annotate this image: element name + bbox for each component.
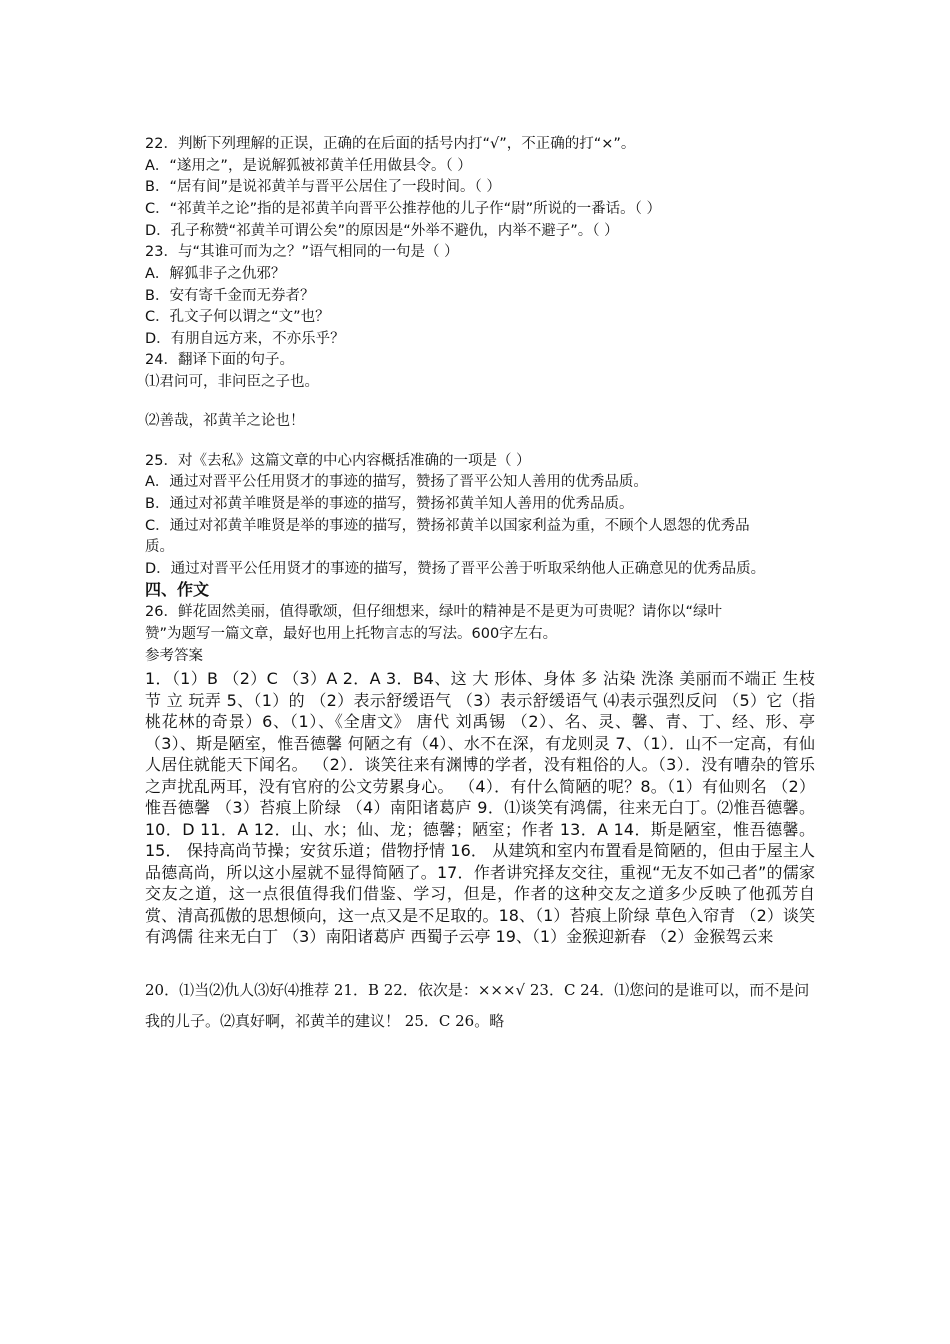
answers-body-2: 20．⑴当⑵仇人⑶好⑷推荐 21．B 22．依次是：×××√ 23．C 24．⑴您问的是谁可以，而不是问我的儿子。⑵真好啊，祁黄羊的建议！ 25．C 26。略 bbox=[145, 981, 810, 1030]
q25-option-b: B．通过对祁黄羊唯贤是举的事迹的描写，赞扬祁黄羊知人善用的优秀品质。 bbox=[145, 496, 634, 512]
q23-option-b: B．安有寄千金而无券者？ bbox=[145, 288, 315, 304]
q23-stem: 23．与“其谁可而为之？”语气相同的一句是（ ） bbox=[145, 244, 459, 260]
q23-option-d: D．有朋自远方来，不亦乐乎？ bbox=[145, 331, 345, 347]
q22-option-c: C．“祁黄羊之论”指的是祁黄羊向晋平公推荐他的儿子作“尉”所说的一番话。（ ） bbox=[145, 201, 662, 217]
q22-option-a: A．“遂用之”，是说解狐被祁黄羊任用做县令。（ ） bbox=[145, 158, 472, 174]
q23-option-a: A．解狐非子之仇邪？ bbox=[145, 266, 286, 282]
answers-body: 1．（1）B （2）C （3）A 2．A 3．B4、这 大 形体、身体 多 沾染 洗涤 美丽而不端正 生枝节 立 玩弄 5、（1）的 （2）表示舒缓语气 （3）表示舒缓语气 ⑷表示强烈反问 （5）它（指桃花林的奇景）6、（1）、《全唐文》 唐代 刘禹锡 （2）、名、灵、馨、青、丁、经、形、亭（3）、斯是陋室，惟吾德馨 何陋之有（4）、水不在深，有龙则灵 7、（1）．山不一定高，有仙人居住就能天下闻名。 （2）．谈笑往来有渊博的学者，没有粗俗的人。（3）．没有嘈杂的管乐之声扰乱两耳，没有官府的公文劳累身心。 （4）．有什么简陋的呢？8。（1）有仙则名 （2）惟吾德馨 （3）苔痕上阶绿 （4）南阳诸葛庐 9．⑴谈笑有鸿儒，往来无白丁。⑵惟吾德馨。 10．D 11．A 12．山、水；仙、龙；德馨；陋室；作者 13．A 14．斯是陋室，惟吾德馨。15． 保持高尚节操；安贫乐道；借物抒情 16． 从建筑和室内布置看是简陋的，但由于屋主人品德高尚，所以这小屋就不显得简陋了。17．作者讲究择友交往，重视“无友不如己者”的儒家交友之道，这一点很值得我们借鉴、学习，但是，作者的这种交友之道多少反映了他孤芳自赏、清高孤傲的思想倾向，这一点又是不足取的。18、（1）苔痕上阶绿 草色入帘青 （2）谈笑有鸿儒 往来无白丁 （3）南阳诸葛庐 西蜀子云亭 19、（1）金猴迎新春 （2）金猴驾云来 bbox=[145, 669, 815, 946]
answers-title: 参考答案 bbox=[145, 648, 203, 664]
q24-stem: 24．翻译下面的句子。 bbox=[145, 352, 294, 368]
q26-line-1: 26．鲜花固然美丽，值得歌颂，但仔细想来，绿叶的精神是不是更为可贵呢？请你以“绿叶 bbox=[145, 604, 722, 620]
q26-line-2: 赞”为题写一篇文章，最好也用上托物言志的写法。600字左右。 bbox=[145, 626, 558, 642]
q25-stem: 25．对《去私》这篇文章的中心内容概括准确的一项是（ ） bbox=[145, 453, 531, 469]
q25-option-c-line2: 质。 bbox=[145, 539, 174, 555]
q25-option-a: A．通过对晋平公任用贤才的事迹的描写，赞扬了晋平公知人善用的优秀品质。 bbox=[145, 474, 648, 490]
q23-option-c: C．孔文子何以谓之“文”也？ bbox=[145, 309, 330, 325]
section-4-title: 四、作文 bbox=[145, 580, 210, 599]
q25-option-c-line1: C．通过对祁黄羊唯贤是举的事迹的描写，赞扬祁黄羊以国家利益为重，不顾个人恩怨的优秀品 bbox=[145, 518, 750, 534]
q24-sentence-2: ⑵善哉，祁黄羊之论也！ bbox=[145, 413, 305, 429]
q22-option-d: D．孔子称赞“祁黄羊可谓公矣”的原因是“外举不避仇，内举不避子”。（ ） bbox=[145, 223, 619, 239]
q22-option-b: B．“居有间”是说祁黄羊与晋平公居住了一段时间。（ ） bbox=[145, 179, 501, 195]
q25-option-d: D．通过对晋平公任用贤才的事迹的描写，赞扬了晋平公善于听取采纳他人正确意见的优秀品质。 bbox=[145, 561, 766, 577]
q22-stem: 22．判断下列理解的正误，正确的在后面的括号内打“√”，不正确的打“×”。 bbox=[145, 136, 636, 152]
q24-sentence-1: ⑴君问可，非问臣之子也。 bbox=[145, 374, 319, 390]
